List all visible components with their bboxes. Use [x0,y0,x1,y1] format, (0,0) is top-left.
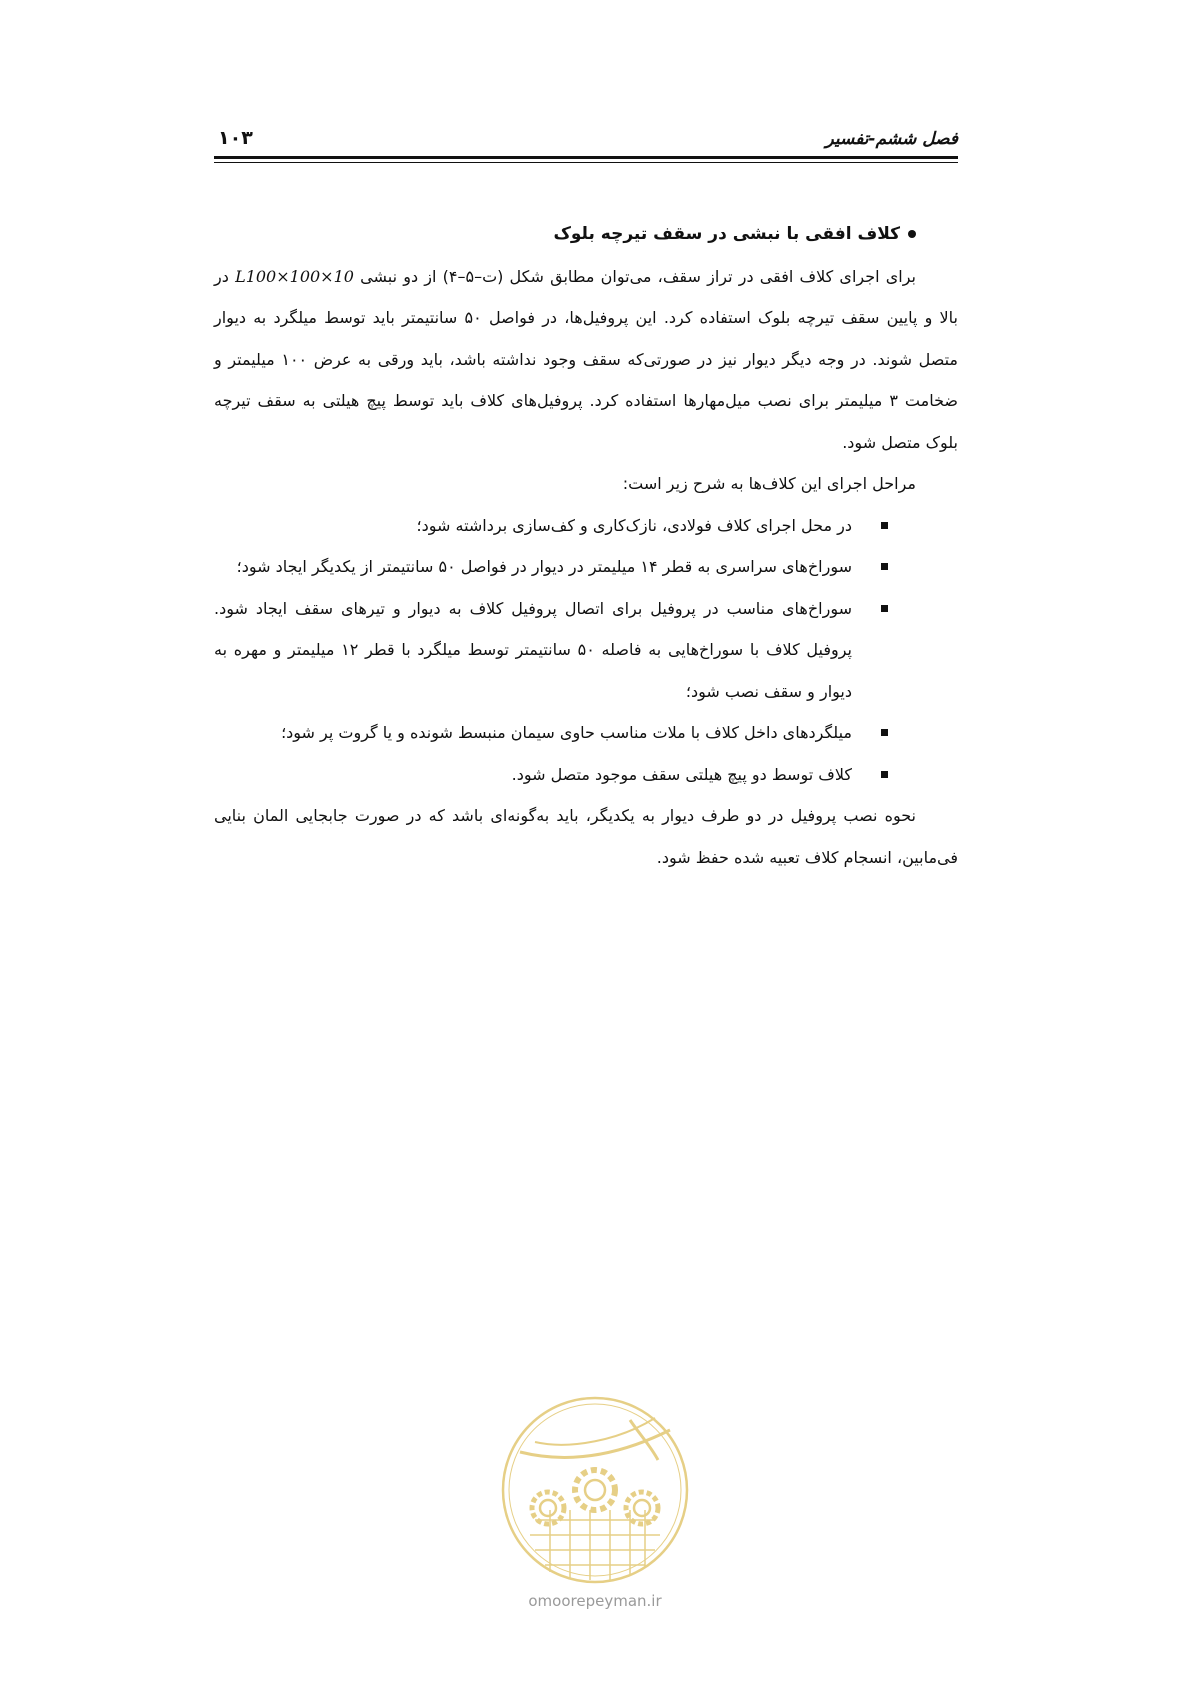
watermark-caption: omoorepeyman.ir [528,1592,662,1610]
section-formula: L100×100×10 [235,266,354,286]
list-item-text: سوراخ‌های مناسب در پروفیل برای اتصال پروفیل کلاف به دیوار و تیرهای سقف ایجاد شود. پروفیل کلاف با سوراخ‌هایی به فاصله ۵۰ سانتیمتر توسط میلگرد با قطر ۱۲ میلیمتر و مهره به دیوار و سقف نصب شود؛ [214,598,853,701]
chapter-title: فصل ششم-تفسیر [825,129,958,149]
page-number: ۱۰۳ [218,127,253,149]
section-heading [214,214,916,256]
list-item-text: میلگردهای داخل کلاف با ملات مناسب حاوی سیمان منبسط شونده و یا گروت پر شود؛ [281,723,852,742]
page-header [214,128,958,162]
paragraph-text-start: برای اجرای کلاف افقی در تراز سقف، می‌توان مطابق شکل (ت–۵–۴) از دو نبشی [360,266,917,286]
page-content [214,214,958,878]
square-bullet-icon [881,729,888,736]
bullet-dot-icon [908,230,916,238]
square-bullet-icon [881,605,888,612]
closing-paragraph: نحوه نصب پروفیل در دو طرف دیوار به یکدیگر، باید به‌گونه‌ای باشد که در صورت جابجایی المان بنایی فی‌مابین، انسجام کلاف تعبیه شده حفظ شود. [214,806,958,867]
list-item [214,754,958,796]
section-heading-text: کلاف افقی با نبشی در سقف تیرچه بلوک [553,224,900,244]
paragraph-text-end: در بالا و پایین سقف تیرچه بلوک استفاده کرد. این پروفیل‌ها، در فواصل ۵۰ سانتیمتر باید توسط میلگرد به دیوار متصل شوند. در وجه دیگر دیوار نیز در صورتی‌که سقف وجود نداشته باشد، باید ورقی به عرض ۱۰۰ میلیمتر و ضخامت ۳ میلیمتر برای نصب میل‌مهارها استفاده کرد. پروفیل‌های کلاف باید توسط پیچ هیلتی به سقف تیرچه بلوک متصل شود. [214,266,959,452]
square-bullet-icon [881,522,888,529]
square-bullet-icon [881,771,888,778]
watermark [480,1390,710,1650]
list-item-text: در محل اجرای کلاف فولادی، نازک‌کاری و کف‌سازی برداشته شود؛ [416,515,852,535]
list-item [214,546,958,588]
list-item [214,712,958,754]
steps-intro: مراحل اجرای این کلاف‌ها به شرح زیر است: [622,474,916,493]
body-paragraph [214,256,958,464]
watermark-logo-icon [480,1390,710,1590]
list-item [214,505,958,547]
steps-list [214,505,958,796]
square-bullet-icon [881,563,888,570]
list-item-text: سوراخ‌های سراسری به قطر ۱۴ میلیمتر در دیوار در فواصل ۵۰ سانتیمتر از یکدیگر ایجاد شود؛ [236,557,852,576]
header-rule-thin [214,162,958,163]
list-item-text: کلاف توسط دو پیچ هیلتی سقف موجود متصل شود. [511,764,852,784]
header-rule-thick [214,156,958,159]
list-item [214,588,958,713]
